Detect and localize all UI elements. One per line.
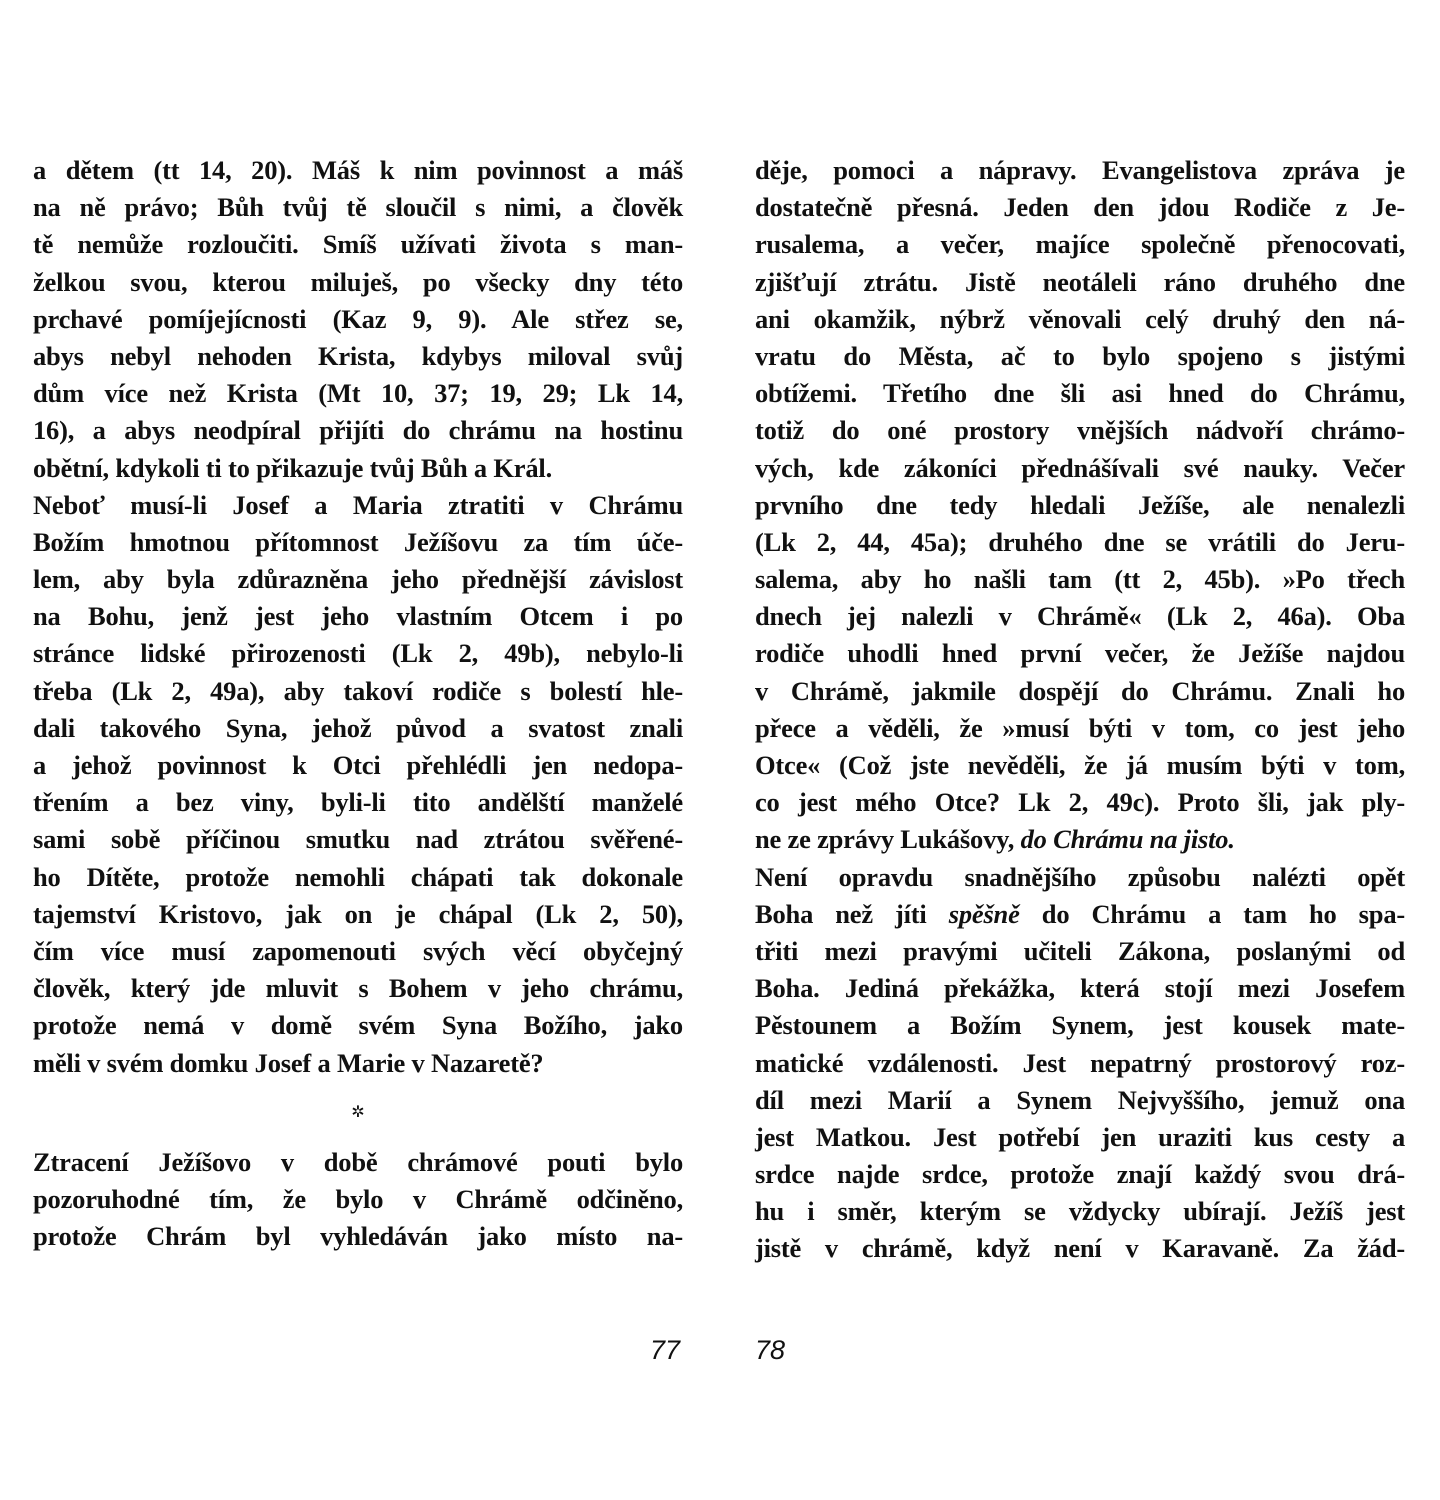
text-line: ani okamžik, nýbrž věnovali celý druhý den ná- xyxy=(755,303,1405,334)
text-line: matické vzdálenosti. Jest nepatrný prostorový roz- xyxy=(755,1047,1405,1078)
text-line: pozoruhodné tím, že bylo v Chrámě odčiněno, xyxy=(33,1183,683,1214)
text-line: díl mezi Marií a Synem Nejvyššího, jemuž ona xyxy=(755,1084,1405,1115)
text-line: salema, aby ho našli tam (tt 2, 45b). »Po třech xyxy=(755,564,1405,595)
text-line: Otce« (Což jste nevěděli, že já musím býti v tom, xyxy=(755,750,1405,780)
text-line: děje, pomoci a nápravy. Evangelistova zpráva je xyxy=(755,155,1405,185)
text-line: dostatečně přesná. Jeden den jdou Rodiče z Je- xyxy=(755,192,1405,223)
text-line: třiti mezi pravými učiteli Zákona, poslanými od xyxy=(755,935,1405,966)
text-run: Boha než jíti xyxy=(755,898,949,929)
text-line: v Chrámě, jakmile dospějí do Chrámu. Znali ho xyxy=(755,675,1405,706)
right-page xyxy=(755,152,1405,1268)
text-line: prchavé pomíjejícnosti (Kaz 9, 9). Ale střez se, xyxy=(33,303,683,334)
text-line: Není opravdu snadnějšího způsobu nalézti opět xyxy=(755,861,1405,892)
text-line: přece a věděli, že »musí býti v tom, co jest jeho xyxy=(755,712,1405,743)
text-line: Pěstounem a Božím Synem, jest kousek mate- xyxy=(755,1010,1405,1041)
text-line: protože nemá v domě svém Syna Božího, jako xyxy=(33,1010,683,1041)
text-line: Neboť musí-li Josef a Maria ztratiti v Chrámu xyxy=(33,489,683,520)
text-line: měli v svém domku Josef a Marie v Nazaretě? xyxy=(33,1047,544,1078)
text-line-with-italic xyxy=(755,821,1405,858)
text-line: (Lk 2, 44, 45a); druhého dne se vrátili do Jeru- xyxy=(755,526,1405,557)
text-line: zjišťují ztrátu. Jistě neotáleli ráno druhého dne xyxy=(755,266,1405,297)
text-line: jest Matkou. Jest potřebí jen uraziti kus cesty a xyxy=(755,1121,1405,1152)
text-line: Ztracení Ježíšovo v době chrámové pouti bylo xyxy=(33,1146,683,1177)
text-line: obtížemi. Třetího dne šli asi hned do Chrámu, xyxy=(755,378,1405,409)
text-line: jistě v chrámě, když není v Karavaně. Za žád- xyxy=(755,1233,1405,1264)
text-line: stránce lidské přirozenosti (Lk 2, 49b), nebylo-li xyxy=(33,638,683,669)
text-line: na ně právo; Bůh tvůj tě sloučil s nimi, a člověk xyxy=(33,192,683,223)
text-line: tajemství Kristovo, jak on je chápal (Lk 2, 50), xyxy=(33,898,683,929)
italic-word: spěšně xyxy=(948,898,1020,929)
text-line: tě nemůže rozloučiti. Smíš užívati života s man- xyxy=(33,229,683,260)
right-paragraph-2 xyxy=(755,859,1405,1268)
text-line: Božím hmotnou přítomnost Ježíšovu za tím úče- xyxy=(33,526,683,557)
text-line: hu i směr, kterým se vždycky ubírají. Ježíš jest xyxy=(755,1196,1405,1227)
text-line: a jehož povinnost k Otci přehlédli jen nedopa- xyxy=(33,750,683,780)
text-line: dnech jej nalezli v Chrámě« (Lk 2, 46a). Oba xyxy=(755,601,1405,632)
page-number-right: 78 xyxy=(755,1335,786,1365)
left-paragraph-2 xyxy=(33,487,683,1082)
text-line: rodiče uhodli hned první večer, že Ježíše najdou xyxy=(755,638,1405,669)
text-line: protože Chrám byl vyhledáván jako místo na- xyxy=(33,1221,683,1252)
text-line: ho Dítěte, protože nemohli chápati tak dokonale xyxy=(33,861,683,892)
left-page xyxy=(33,152,683,1255)
text-line: třením a bez viny, byli-li tito andělští manželé xyxy=(33,787,683,818)
text-line: sami sobě příčinou smutku nad ztrátou svěřené- xyxy=(33,824,683,855)
text-run: ne ze zprávy Lukášovy, xyxy=(755,824,1021,855)
right-paragraph-1 xyxy=(755,152,1405,859)
page-number-left: 77 xyxy=(650,1335,681,1365)
text-line: rusalema, a večer, majíce společně přenocovati, xyxy=(755,229,1405,260)
text-line-with-italic xyxy=(755,896,1405,933)
text-line: a dětem (tt 14, 20). Máš k nim povinnost a máš xyxy=(33,155,683,185)
italic-phrase: do Chrámu na jisto. xyxy=(1020,824,1235,855)
left-paragraph-1 xyxy=(33,152,683,487)
text-line: Boha. Jediná překážka, která stojí mezi Josefem xyxy=(755,973,1405,1004)
text-line: totiž do oné prostory vnějších nádvoří chrámo- xyxy=(755,415,1405,446)
left-paragraph-3 xyxy=(33,1144,683,1256)
text-line: vratu do Města, ač to bylo spojeno s jistými xyxy=(755,340,1405,371)
text-line: vých, kde zákoníci přednášívali své nauky. Večer xyxy=(755,452,1405,483)
text-line: 16), a abys neodpíral přijíti do chrámu na hostinu xyxy=(33,415,683,446)
section-separator-ornament: ✲ xyxy=(351,1103,365,1121)
text-line: želkou svou, kterou miluješ, po všecky dny této xyxy=(33,266,683,297)
text-line: srdce najde srdce, protože znají každý svou drá- xyxy=(755,1159,1405,1190)
text-line: čím více musí zapomenouti svých věcí obyčejný xyxy=(33,935,683,966)
text-line: obětní, kdykoli ti to přikazuje tvůj Bůh a Král. xyxy=(33,452,552,483)
text-line: třeba (Lk 2, 49a), aby takoví rodiče s bolestí hle- xyxy=(33,675,683,706)
text-line: abys nebyl nehoden Krista, kdybys miloval svůj xyxy=(33,340,683,371)
text-line: na Bohu, jenž jest jeho vlastním Otcem i po xyxy=(33,601,683,632)
text-line: dali takového Syna, jehož původ a svatost znali xyxy=(33,712,683,743)
text-run: do Chrámu a tam ho spa- xyxy=(1019,898,1405,929)
text-line: dům více než Krista (Mt 10, 37; 19, 29; Lk 14, xyxy=(33,378,683,409)
text-line: co jest mého Otce? Lk 2, 49c). Proto šli, jak ply- xyxy=(755,787,1405,818)
text-line: lem, aby byla zdůrazněna jeho přednější závislost xyxy=(33,564,683,595)
text-line: prvního dne tedy hledali Ježíše, ale nenalezli xyxy=(755,489,1405,520)
text-line: člověk, který jde mluvit s Bohem v jeho chrámu, xyxy=(33,973,683,1004)
